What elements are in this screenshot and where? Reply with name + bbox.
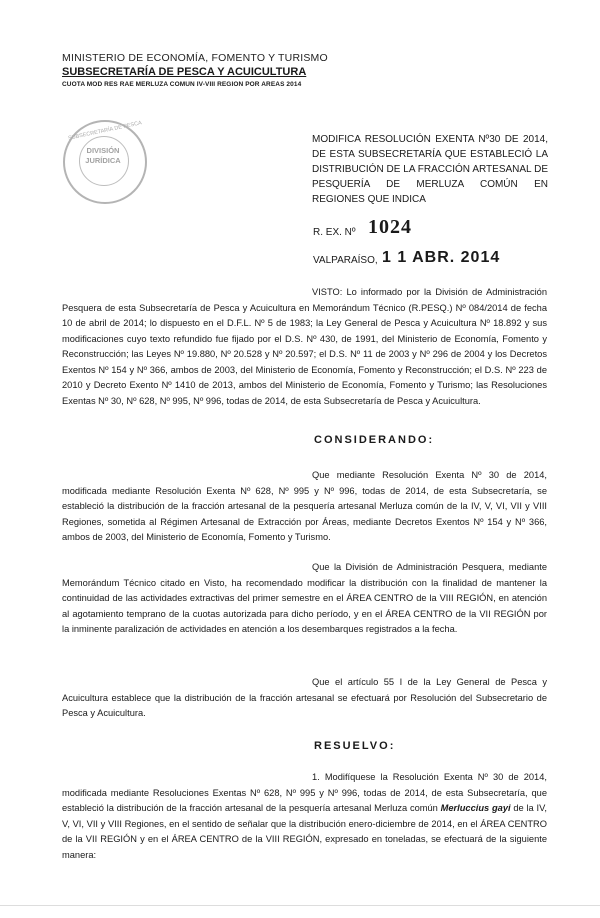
subsecretaria-name: SUBSECRETARÍA DE PESCA Y ACUICULTURA [62,66,307,78]
considerando-paragraph-1: Que mediante Resolución Exenta Nº 30 de 2014, modificada mediante Resolución Exenta Nº 628, Nº 995 y Nº 996, todas de 2014, de esta Subsecretaría, se estableció la distribución de la fracción artesanal de la pesquería artesanal Merluza común de la IV, V, VI, VII y VIII Regiones, sometida al Régimen Artesanal de Extracción por Áreas, mediante Decretos Exentos Nº 154 y Nº 366, ambos de 2003, del Ministerio de Economía, Fomento y Turismo. [62,470,547,542]
resolution-number: 1024 [368,216,412,238]
official-stamp [63,120,147,204]
considerando-paragraph-2: Que la División de Administración Pesquera, mediante Memorándum Técnico citado en Visto, ha recomendado modificar la distribución con la finalidad de mantener la continuidad de las actividades extractivas del primer semestre en el ÁREA CENTRO de la VIII REGIÓN, en atención al agotamiento temprano de la cuotas autorizada para dicho período, y en el ÁREA CENTRO de la VII REGIÓN por la inminente paralización de actividades en atención a los desembarques registrados a la fecha. [62,562,547,634]
stamp-ring-text: SUBSECRETARÍA DE PESCA [67,120,143,142]
resuelvo-heading: RESUELVO: [314,740,396,752]
resolution-date: 1 1 ABR. 2014 [382,249,501,266]
resuelvo-text-after: de la IV, V, VI, VII y VIII Regiones, en el sentido de señalar que la distribución enero-diciembre de 2014, en el ÁREA CENTRO de la VII REGIÓN y en el ÁREA CENTRO de la VIII REGIÓN, expresado en toneladas, se efectuará de la siguiente manera: [62,803,548,860]
ministry-name: MINISTERIO DE ECONOMÍA, FOMENTO Y TURISMO [62,52,328,64]
resolution-place: VALPARAÍSO, [313,255,378,266]
species-name: Merluccius gayi [440,803,511,813]
document-reference: CUOTA MOD RES RAE MERLUZA COMUN IV-VIII REGION POR AREAS 2014 [62,81,302,88]
visto-paragraph: VISTO: Lo informado por la División de Administración Pesquera de esta Subsecretaría de Pesca y Acuicultura en Memorándum Técnico (R.PESQ.) Nº 084/2014 de fecha 10 de abril de 2014; lo dispuesto en el D.F.L. Nº 5 de 1983; la Ley General de Pesca y Acuicultura Nº 18.892 y sus modificaciones cuyo texto refundido fue fijado por el D.S. Nº 430, de 1991, del Ministerio de Economía, Fomento y Reconstrucción; las Leyes Nº 19.880, Nº 20.528 y Nº 20.597; el D.S. Nº 11 de 2003 y Nº 296 de 2004 y los Decretos Exentos Nº 154 y Nº 366, ambos de 2003, del Ministerio de Economía, Fomento y Reconstrucción; el D.S. Nº 223 de 2010 y Decreto Exento Nº 1410 de 2013, ambos del Ministerio de Economía, Fomento y Turismo; las Resoluciones Exentas Nº 30, Nº 628, Nº 995, Nº 996, todas de 2014, de esta Subsecretaría de Pesca y Acuicultura. [62,287,547,406]
page-bottom-edge [0,905,600,906]
resuelvo-item-number: 1. [312,772,320,782]
document-subject: MODIFICA RESOLUCIÓN EXENTA Nº30 DE 2014, DE ESTA SUBSECRETARÍA QUE ESTABLECIÓ LA DISTRIBUCIÓN DE LA FRACCIÓN ARTESANAL DE PESQUERÍA DE MERLUZA COMÚN EN REGIONES QUE INDICA [312,134,548,205]
resolution-label: R. EX. Nº [313,227,356,238]
stamp-center-text: DIVISIÓN JURÍDICA [85,146,121,165]
considerando-heading: CONSIDERANDO: [314,434,435,446]
resuelvo-text-before: Modifíquese la Resolución Exenta Nº 30 de 2014, modificada mediante Resoluciones Exentas Nº 628, Nº 995 y Nº 996, todas de 2014, de esta Subsecretaría, que estableció la distribución de la fracción artesanal de la pesquería artesanal Merluza común [62,772,547,813]
considerando-paragraph-3: Que el artículo 55 I de la Ley General de Pesca y Acuicultura establece que la distribución de la fracción artesanal se efectuará por Resolución del Subsecretario de Pesca y Acuicultura. [62,677,547,718]
resuelvo-paragraph-1 [62,770,547,863]
